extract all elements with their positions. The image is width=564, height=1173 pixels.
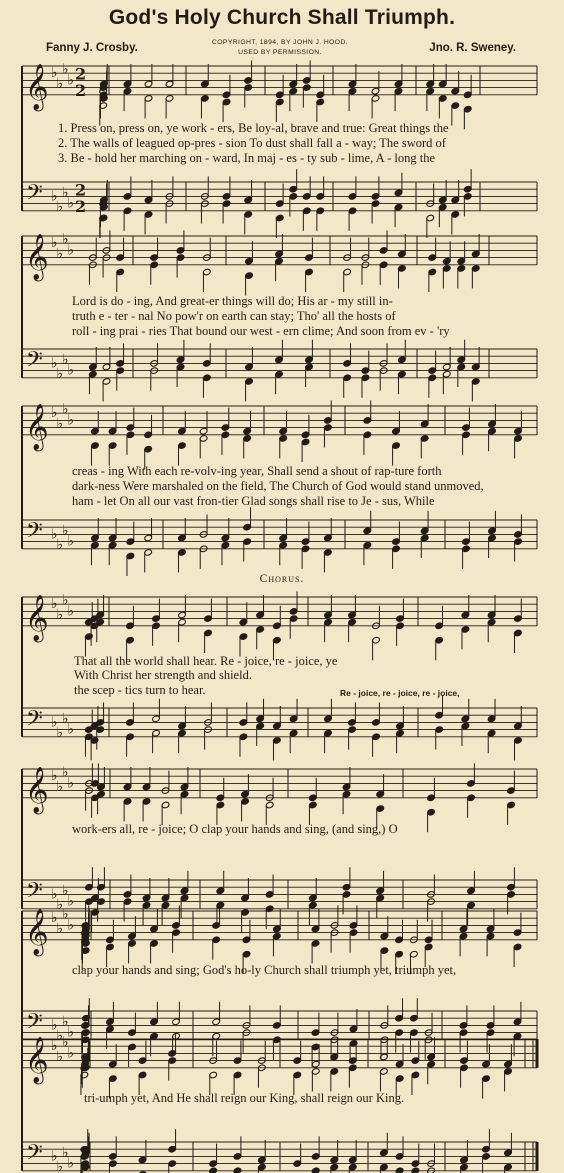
hymn-title: God's Holy Church Shall Triumph. <box>108 6 456 29</box>
lyric-verse-1: Lord is do - ing, And great-er things will do; His ar - my still in- <box>72 294 393 308</box>
bass-clef-icon: 𝄢 <box>26 518 43 549</box>
lyric-verse-3: ham - let On all our vast fron-tier Glad songs shall rise to Je - sus, While <box>72 494 435 508</box>
flat-icon: ♭ <box>56 1049 64 1065</box>
flat-icon: ♭ <box>62 184 69 201</box>
lyric-verse-3: roll - ing prai - ries That bound our west - ern clime; And soon from ev - 'ry <box>72 324 450 338</box>
flat-icon: ♭ <box>51 910 58 927</box>
flat-icon: ♭ <box>56 725 64 742</box>
treble-clef-icon: 𝄞 <box>25 908 49 955</box>
lyric-verse-3: the scep - tics turn to hear. <box>74 683 206 697</box>
flat-icon: ♭ <box>56 366 64 383</box>
flat-icon: ♭ <box>67 1024 75 1041</box>
lyric-verse-2: dark-ness Were marshaled on the field, The Church of God would stand unmoved, <box>72 479 484 493</box>
treble-clef-icon: 𝄞 <box>25 403 49 450</box>
lyric-verse-2: truth e - ter - nal No pow'r on earth can stay; Tho' all the hosts of <box>72 309 396 323</box>
flat-icon: ♭ <box>62 61 69 78</box>
flat-icon: ♭ <box>67 1155 75 1172</box>
treble-clef-icon: 𝄞 <box>25 233 49 280</box>
lyric-verse-1: creas - ing With each re-volv-ing year, Shall send a shout of rap-ture forth <box>72 464 442 478</box>
flat-icon: ♭ <box>67 195 75 212</box>
flat-icon: ♭ <box>67 72 75 89</box>
flat-icon: ♭ <box>62 906 69 923</box>
lyric-chorus: work-ers all, re - joice; O clap your hands and sing, (and sing,) O <box>72 822 398 836</box>
flat-icon: ♭ <box>56 779 64 795</box>
bass-clef-icon: 𝄢 <box>26 878 43 909</box>
flat-icon: ♭ <box>56 416 64 432</box>
flat-icon: ♭ <box>67 917 75 934</box>
flat-icon: ♭ <box>56 537 64 554</box>
flat-icon: ♭ <box>51 886 58 903</box>
flat-icon: ♭ <box>67 412 75 429</box>
treble-clef-icon: 𝄞 <box>25 63 49 110</box>
copyright-line: COPYRIGHT, 1894, BY JOHN J. HOOD. <box>211 39 349 46</box>
flat-icon: ♭ <box>51 1017 58 1034</box>
lyric-chorus: tri-umph yet, And He shall reign our King, shall reign our King. <box>84 1091 405 1105</box>
flat-icon: ♭ <box>51 235 58 252</box>
time-signature: 2 <box>75 196 87 216</box>
flat-icon: ♭ <box>56 1159 64 1173</box>
flat-icon: ♭ <box>67 893 75 910</box>
flat-icon: ♭ <box>51 65 58 82</box>
flat-icon: ♭ <box>67 533 75 550</box>
flat-icon: ♭ <box>51 596 58 613</box>
flat-icon: ♭ <box>56 199 64 216</box>
flat-icon: ♭ <box>56 1028 64 1045</box>
bass-clef-icon: 𝄢 <box>26 347 43 378</box>
flat-icon: ♭ <box>51 714 58 731</box>
flat-icon: ♭ <box>51 355 58 372</box>
flat-icon: ♭ <box>56 921 64 937</box>
flat-icon: ♭ <box>56 76 64 92</box>
flat-icon: ♭ <box>67 1045 75 1062</box>
flat-icon: ♭ <box>51 1148 58 1165</box>
flat-icon: ♭ <box>67 721 75 738</box>
bass-clef-icon: 𝄢 <box>26 1009 43 1040</box>
bass-clef-icon: 𝄢 <box>26 1140 43 1171</box>
flat-icon: ♭ <box>56 607 64 623</box>
flat-icon: ♭ <box>62 1013 69 1030</box>
flat-icon: ♭ <box>62 592 69 609</box>
flat-icon: ♭ <box>51 405 58 422</box>
lyricist: Fanny J. Crosby. <box>46 42 138 54</box>
lyric-verse-2: 2. The walls of leagued op-pres - sion To dust shall fall a - way; The sword of <box>58 136 446 150</box>
lyric-verse-1: 1. Press on, press on, ye work - ers, Be loy-al, brave and true: Great things the <box>58 121 449 135</box>
flat-icon: ♭ <box>62 1034 69 1051</box>
flat-icon: ♭ <box>62 882 69 899</box>
flat-icon: ♭ <box>51 768 58 785</box>
time-signature: 2 <box>75 80 87 100</box>
time-signature: 2 <box>75 64 87 84</box>
flat-icon: ♭ <box>62 522 69 539</box>
flat-icon: ♭ <box>67 242 75 259</box>
flat-icon: ♭ <box>62 710 69 727</box>
treble-clef-icon: 𝄞 <box>25 766 49 813</box>
lyric-verse-3: 3. Be - hold her marching on - ward, In maj - es - ty sub - lime, A - long the <box>58 151 436 165</box>
flat-icon: ♭ <box>51 1038 58 1055</box>
flat-icon: ♭ <box>67 603 75 620</box>
composer: Jno. R. Sweney. <box>429 42 516 54</box>
lyric-verse-1: That all the world shall hear. Re - joice, re - joice, ye <box>74 654 338 668</box>
flat-icon: ♭ <box>62 764 69 781</box>
permission-line: USED BY PERMISSION. <box>238 49 322 56</box>
lyric-chorus: clap your hands and sing; God's ho-ly Church shall triumph yet, triumph yet, <box>72 963 457 977</box>
flat-icon: ♭ <box>56 246 64 262</box>
bass-clef-icon: 𝄢 <box>26 706 43 737</box>
bass-clef-icon: 𝄢 <box>26 180 43 211</box>
lyric-verse-2: With Christ her strength and shield. <box>74 668 252 682</box>
flat-icon: ♭ <box>62 1144 69 1161</box>
flat-icon: ♭ <box>56 897 64 914</box>
flat-icon: ♭ <box>67 362 75 379</box>
treble-clef-icon: 𝄞 <box>25 594 49 641</box>
treble-clef-icon: 𝄞 <box>25 1036 49 1083</box>
flat-icon: ♭ <box>62 401 69 418</box>
flat-icon: ♭ <box>62 351 69 368</box>
time-signature: 2 <box>75 180 87 200</box>
flat-icon: ♭ <box>51 526 58 543</box>
chorus-label: Chorus. <box>259 573 305 585</box>
flat-icon: ♭ <box>67 775 75 792</box>
flat-icon: ♭ <box>62 231 69 248</box>
flat-icon: ♭ <box>51 188 58 205</box>
lyric-bass-echo: Re - joice, re - joice, re - joice, <box>340 688 460 698</box>
